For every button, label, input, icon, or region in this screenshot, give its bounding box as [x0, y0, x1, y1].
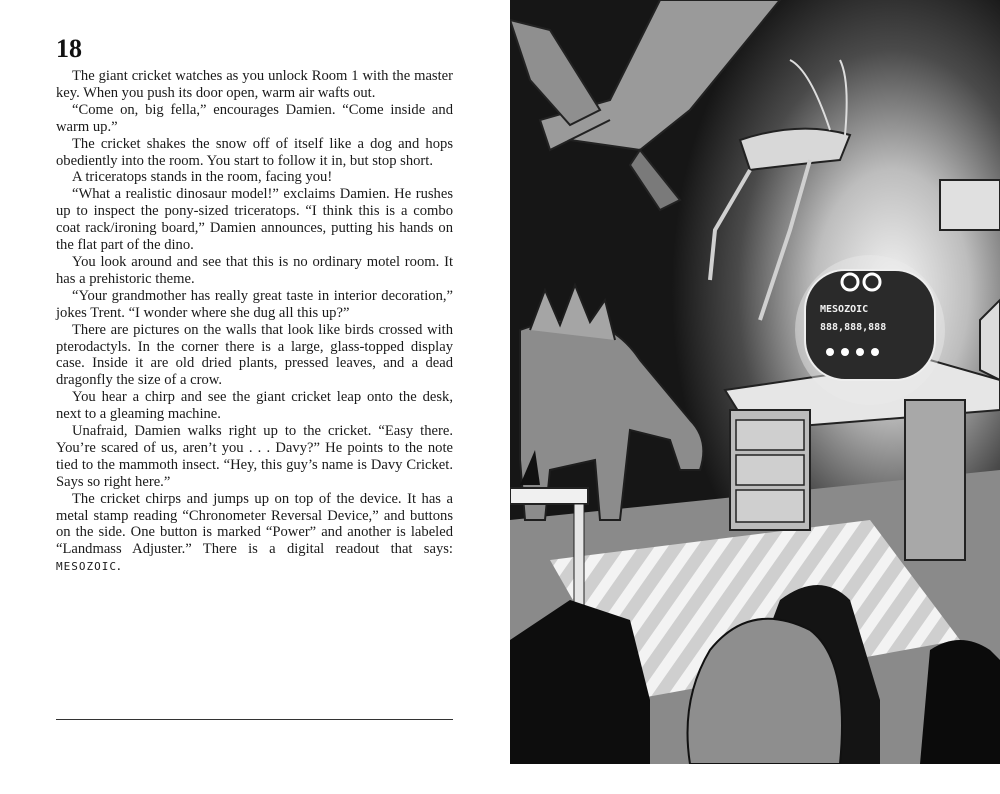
text-page: [0, 0, 510, 764]
illustration-panel: [510, 0, 1000, 764]
readout-period: .: [116, 558, 121, 575]
page-number: 18: [56, 34, 82, 63]
wall-picture: [940, 180, 1000, 230]
paragraph: “Your grandmother has really great taste in interior decoration,” jokes Trent. “I wonder where she dug all this up?”: [56, 287, 453, 321]
story-text: [56, 68, 453, 576]
paragraph: The giant cricket watches as you unlock Room 1 with the master key. When you push its door open, warm air wafts out.: [56, 68, 453, 101]
chronometer-reversal-device: [795, 255, 945, 405]
paragraph: A triceratops stands in the room, facing you!: [72, 169, 333, 186]
footer-divider: [56, 719, 453, 720]
digital-readout-text: MESOZOIC: [56, 560, 117, 574]
paragraph: The cricket shakes the snow off of itself like a dog and hops obediently into the room. You start to follow it in, but stop short.: [56, 135, 453, 169]
paragraph: “What a realistic dinosaur model!” exclaims Damien. He rushes up to inspect the pony-sized triceratops. “I think this is a combo coat rack/ironing board,” Damien announces, putting his hands on the flat part of the dino.: [56, 186, 453, 254]
paragraph-text: The cricket chirps and jumps up on top of the device. It has a metal stamp reading “Chronometer Reversal Device,” and buttons on the side. One button is marked “Power” and another is labeled “Landmass Adjuster.” There is a digital readout that says:: [56, 490, 453, 558]
device-label: MESOZOIC: [820, 304, 869, 315]
paragraph: You look around and see that this is no ordinary motel room. It has a prehistoric theme.: [56, 253, 453, 287]
paragraph-last: [56, 491, 453, 577]
paragraph: You hear a chirp and see the giant cricket leap onto the desk, next to a gleaming machine.: [56, 389, 453, 423]
motel-room-illustration: [510, 0, 1000, 764]
paragraph: Unafraid, Damien walks right up to the cricket. “Easy there. You’re scared of us, aren’t you . . . Davy?” He points to the note tied to the mammoth insect. “Hey, this guy’s name is Davy Cricket. Says so right here.”: [56, 423, 453, 490]
paragraph: There are pictures on the walls that look like birds crossed with pterodactyls. In the corner there is a large, glass-topped display case. Inside it are old dried plants, pressed leaves, and a dead dragonfly the size of a crow.: [56, 321, 453, 389]
device-digits: 888,888,888: [820, 322, 887, 333]
paragraph: “Come on, big fella,” encourages Damien. “Come inside and warm up.”: [56, 101, 453, 135]
